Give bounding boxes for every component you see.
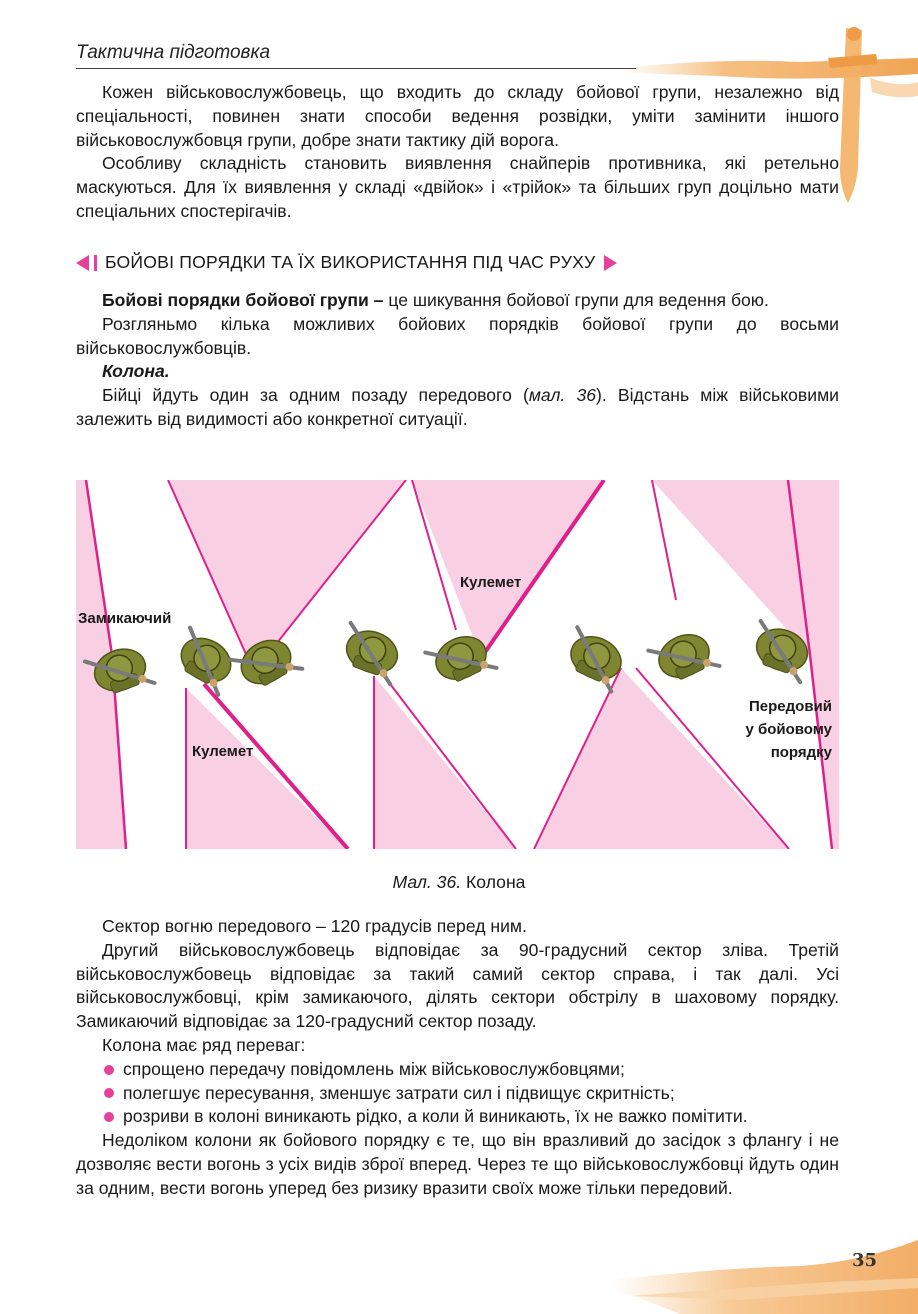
bullet-icon xyxy=(104,1088,114,1098)
paragraph: Колона має ряд переваг: xyxy=(102,1034,306,1055)
list-item-text: полегшує пересування, зменшує затрати сил і підвищує скритність; xyxy=(123,1082,675,1103)
definition-rest: це шикування бойової групи для ведення бою. xyxy=(383,290,769,310)
text: Бійці йдуть один за одним позаду передового ( xyxy=(102,385,529,406)
label-lead-3: порядку xyxy=(770,744,832,761)
list-item-text: розриви в колоні виникають рідко, а коли й виникають, їх не важко помітити. xyxy=(123,1106,748,1127)
paragraph-column xyxy=(76,384,839,432)
section-heading xyxy=(76,252,839,273)
label-lead-2: у бойовому xyxy=(745,721,832,738)
paragraph: Другий військовослужбовець відповідає за 90-градусний сектор зліва. Третій військовослужбовець відповідає за такий самий сектор справа, і так далі. Усі військовослужбовці, крім замикаючого, ділять сектори обстрілу в шаховому порядку. Замикаючий відповідає за 120-градусний сектор позаду. xyxy=(76,939,839,1032)
label-lead-1: Передовий xyxy=(749,698,832,715)
list-item xyxy=(76,1105,839,1129)
running-header: Тактична підготовка xyxy=(76,42,271,63)
text: ). Відстань між військовими залежить від видимості або конкретної ситуації. xyxy=(76,385,840,429)
bar-icon xyxy=(94,255,97,271)
paragraph: Сектор вогню передового – 120 градусів перед ним. xyxy=(102,916,527,936)
label-closing: Замикаючий xyxy=(78,610,172,627)
paragraph: Розгляньмо кілька можливих бойових порядків бойової групи до восьми військовослужбовців. xyxy=(76,313,839,358)
header-rule xyxy=(76,68,636,69)
intro-text xyxy=(76,81,839,224)
paragraph: Недоліком колони як бойового порядку є те, що він вразливий до засідок з флангу і не дозволяє вести вогонь з усіх видів зброї вперед. Через те що військовослужбовці йдуть один за одним, вести вогонь уперед без ризику вразити своїх може тільки передовий. xyxy=(76,1130,839,1198)
paragraph: Особливу складність становить виявлення снайперів противника, які ретельно маскуються. Для їх виявлення у складі «двійок» і «трійок» та більших груп доцільно мати спеціальних спостерігачів. xyxy=(76,153,839,221)
section-text xyxy=(76,289,839,432)
list-item xyxy=(76,1082,839,1106)
advantages-list xyxy=(76,1058,839,1129)
body-text xyxy=(76,915,839,1201)
list-item xyxy=(76,1058,839,1082)
bullet-icon xyxy=(104,1065,114,1075)
caption-ref: Мал. 36. xyxy=(392,872,462,892)
label-machine-gun-bottom: Кулемет xyxy=(192,743,254,760)
figure-reference: мал. 36 xyxy=(528,385,597,406)
subheading: Колона. xyxy=(102,361,170,382)
definition-term: Бойові порядки бойової групи – xyxy=(102,290,384,310)
column-formation-figure xyxy=(76,480,839,849)
paragraph-definition xyxy=(76,289,839,313)
triangle-right-icon xyxy=(604,255,617,271)
list-item-text: спрощено передачу повідомлень між військовослужбовцями; xyxy=(123,1058,625,1079)
page-number: 35 xyxy=(852,1250,878,1271)
label-machine-gun-top: Кулемет xyxy=(460,574,522,591)
caption-text: Колона xyxy=(461,872,526,892)
triangle-left-icon xyxy=(76,255,89,271)
figure-caption xyxy=(0,872,918,893)
section-heading-text: БОЙОВІ ПОРЯДКИ ТА ЇХ ВИКОРИСТАННЯ ПІД ЧАС РУХУ xyxy=(105,252,596,272)
paragraph: Кожен військовослужбовець, що входить до складу бойової групи, незалежно від спеціальності, повинен знати способи ведення розвідки, уміти замінити іншого військовослужбовця групи, добре знати тактику дій ворога. xyxy=(76,82,839,150)
bullet-icon xyxy=(104,1112,114,1122)
